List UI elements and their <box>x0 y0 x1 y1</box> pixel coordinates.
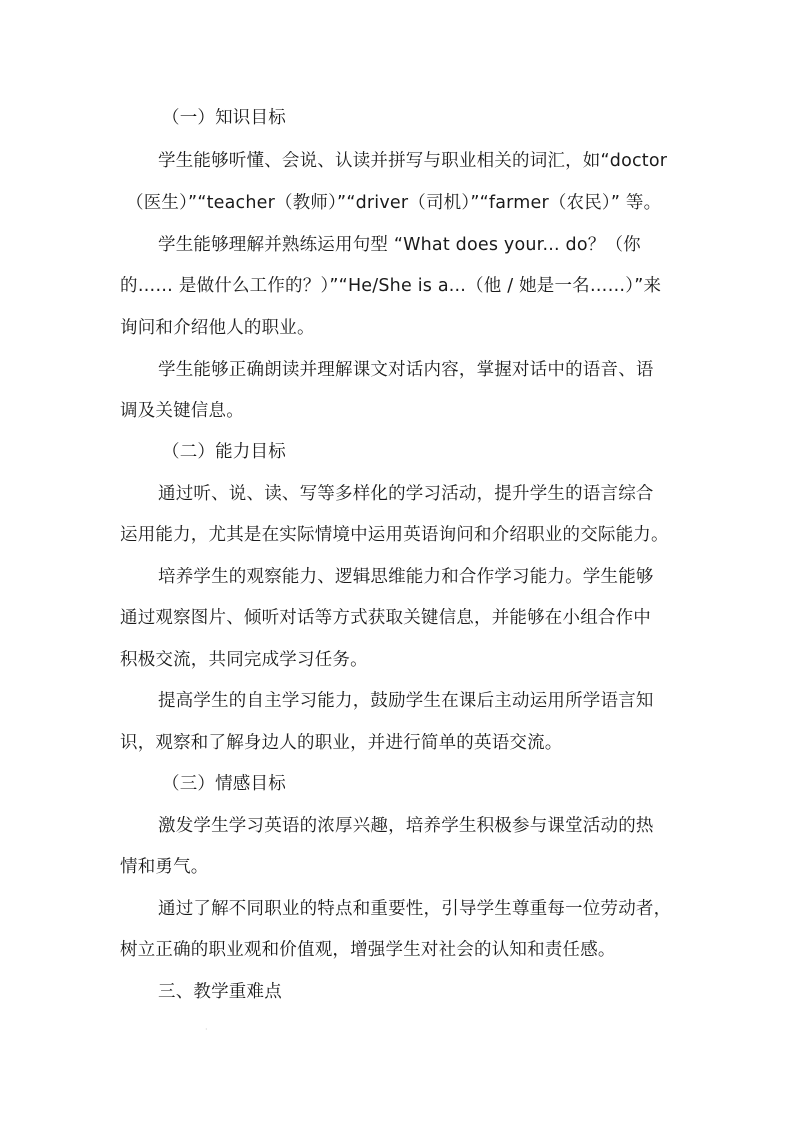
paragraph-line: 积极交流，共同完成学习任务。 <box>120 650 368 670</box>
paragraph-line: 通过观察图片、倾听对话等方式获取关键信息，并能够在小组合作中 <box>120 608 651 628</box>
paragraph-line: 提高学生的自主学习能力，鼓励学生在课后主动运用所学语言知 <box>158 691 654 711</box>
speck-mark: · <box>205 1025 208 1034</box>
paragraph-line: 激发学生学习英语的浓厚兴趣，培养学生积极参与课堂活动的热 <box>158 816 654 836</box>
paragraph-line: 培养学生的观察能力、逻辑思维能力和合作学习能力。学生能够 <box>158 567 654 587</box>
paragraph-line: 识，观察和了解身边人的职业，并进行简单的英语交流。 <box>120 733 563 753</box>
paragraph-line: 的…… 是做什么工作的？）”“He/She is a...（他 / 她是一名……）”来 <box>120 276 662 296</box>
section-heading-ability: （二）能力目标 <box>162 442 286 462</box>
section-heading-key-difficulties: 三、教学重难点 <box>158 982 282 1002</box>
paragraph-line: 询问和介绍他人的职业。 <box>120 318 315 338</box>
section-heading-knowledge: （一）知识目标 <box>162 108 286 128</box>
paragraph-line: 通过了解不同职业的特点和重要性，引导学生尊重每一位劳动者， <box>158 899 672 919</box>
paragraph-line: 通过听、说、读、写等多样化的学习活动，提升学生的语言综合 <box>158 484 654 504</box>
paragraph-line: （医生）”“teacher（教师）”“driver（司机）”“farmer（农民）” 等。 <box>126 193 662 213</box>
paragraph-line: 调及关键信息。 <box>120 401 244 421</box>
paragraph-line: 学生能够理解并熟练运用句型 “What does your... do？（你 <box>158 235 641 255</box>
paragraph-line: 学生能够听懂、会说、认读并拼写与职业相关的词汇，如“doctor <box>158 151 668 171</box>
paragraph-line: 情和勇气。 <box>120 857 209 877</box>
section-heading-emotion: （三）情感目标 <box>162 774 286 794</box>
paragraph-line: 学生能够正确朗读并理解课文对话内容，掌握对话中的语音、语 <box>158 360 654 380</box>
paragraph-line: 运用能力，尤其是在实际情境中运用英语询问和介绍职业的交际能力。 <box>120 525 669 545</box>
paragraph-line: 树立正确的职业观和价值观，增强学生对社会的认知和责任感。 <box>120 940 616 960</box>
